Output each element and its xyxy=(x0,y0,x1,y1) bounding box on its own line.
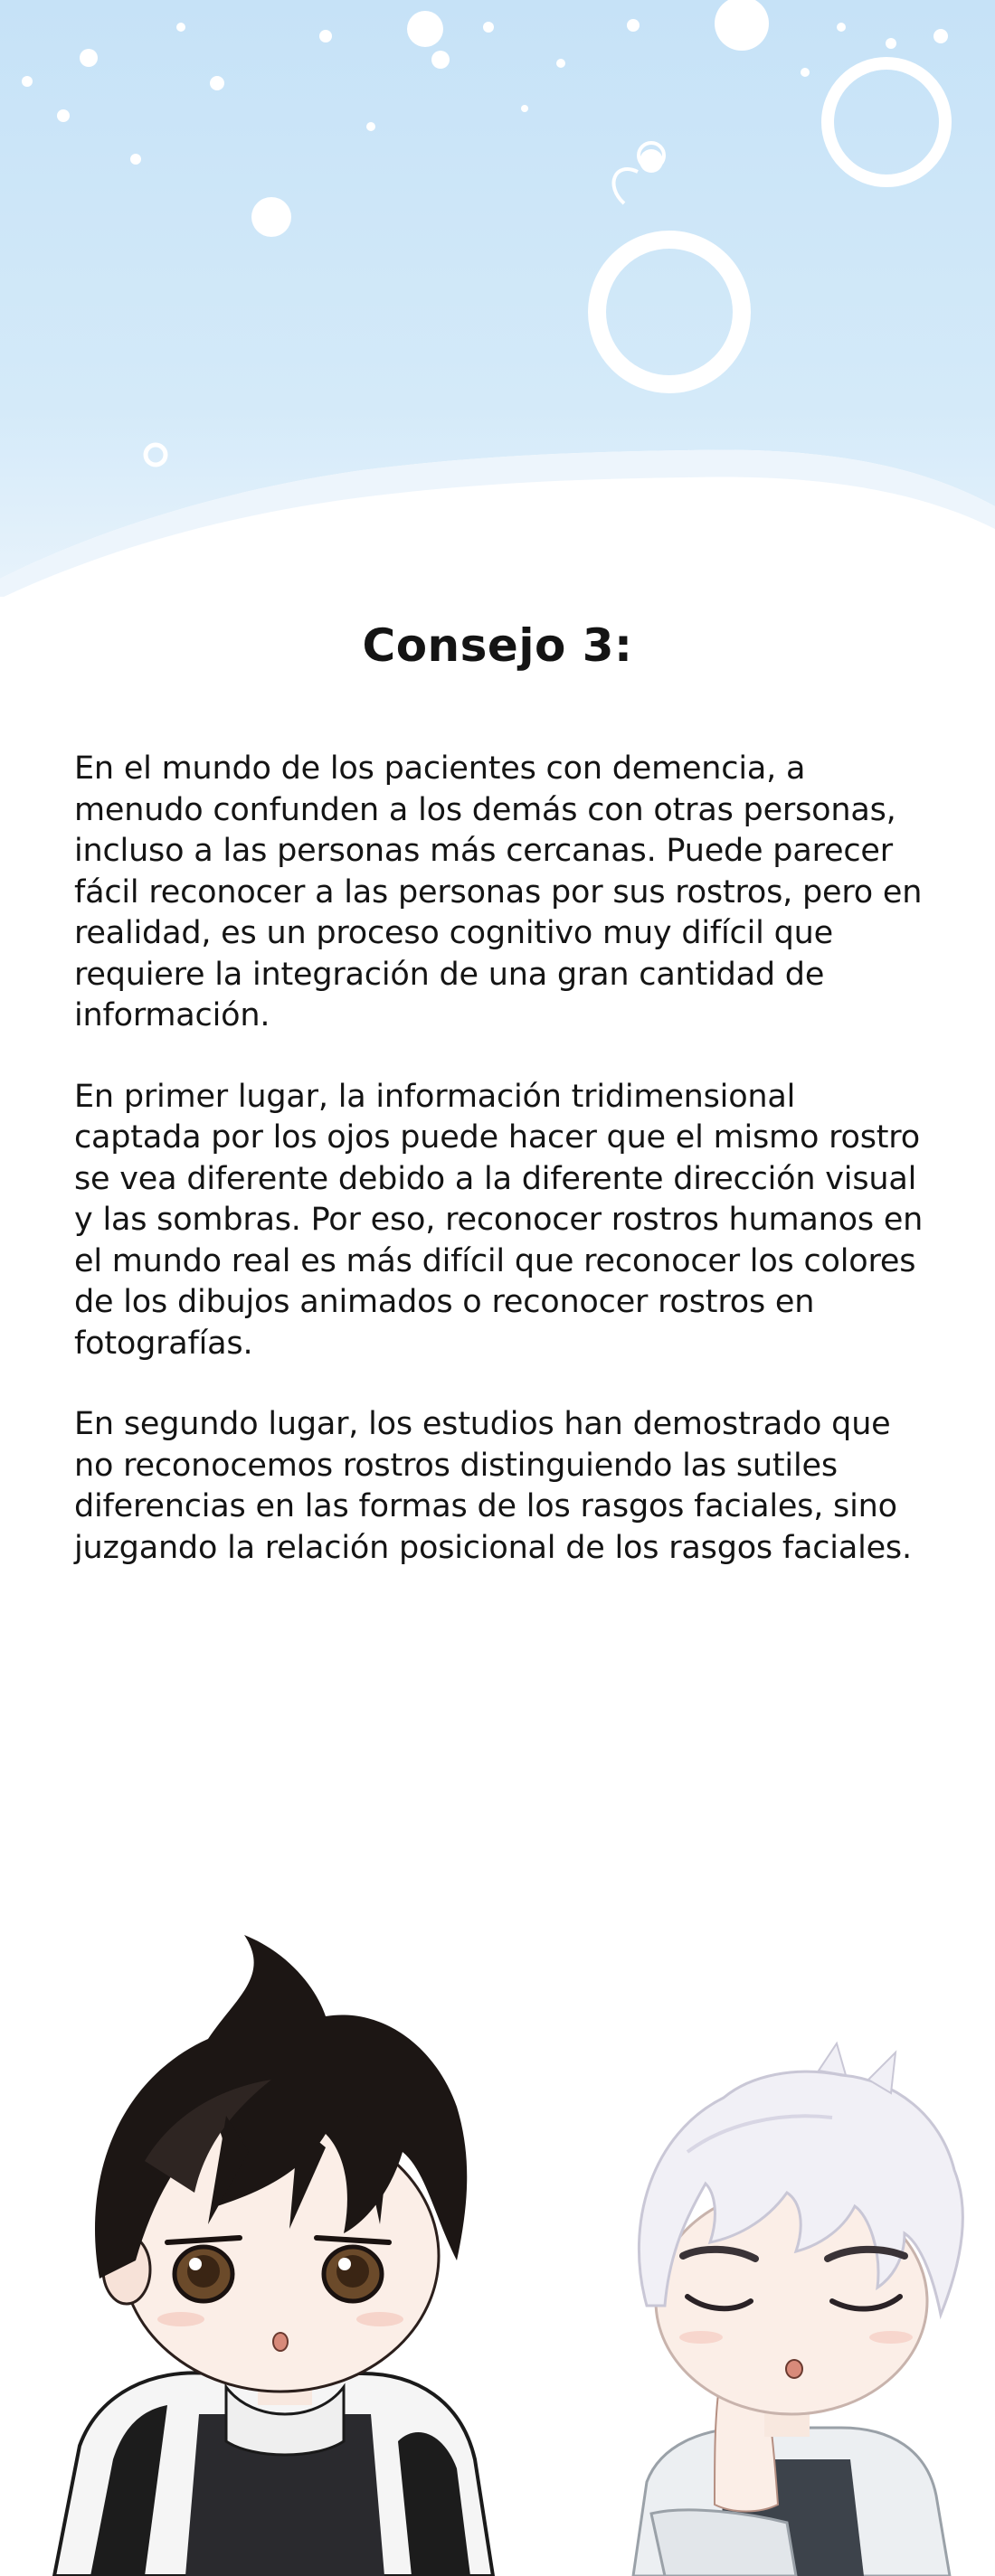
left-character xyxy=(54,1935,493,2576)
chibi-characters-illustration xyxy=(0,1881,995,2576)
right-character xyxy=(633,2043,962,2576)
paragraph-2: En primer lugar, la información tridimensional captada por los ojos puede hacer que el mismo rostro se vea diferente debido a la diferente dirección visual y las sombras. Por eso, reconocer rostros humanos en el mundo real es más difícil que reconocer los colores de los dibujos animados o reconocer rostros en fotografías. xyxy=(74,1078,924,1362)
paragraph-3: En segundo lugar, los estudios han demostrado que no reconocemos rostros distinguiendo las sutiles diferencias en las formas de los rasgos faciales, sino juzgando la relación posicional de los rasgos faciales. xyxy=(74,1406,912,1566)
sky-header-art xyxy=(0,0,995,597)
left-mouth xyxy=(273,2333,288,2351)
paragraph-1: En el mundo de los pacientes con demencia, a menudo confunden a los demás con otras personas, incluso a las personas más cercanas. Puede parecer fácil reconocer a las personas por sus rostros, pero en realidad, es un proceso cognitivo muy difícil que requiere la integración de una gran cantidad de información. xyxy=(74,750,923,1033)
right-mouth xyxy=(786,2360,802,2378)
page-title: Consejo 3: xyxy=(362,619,633,672)
article-body xyxy=(74,749,924,1609)
